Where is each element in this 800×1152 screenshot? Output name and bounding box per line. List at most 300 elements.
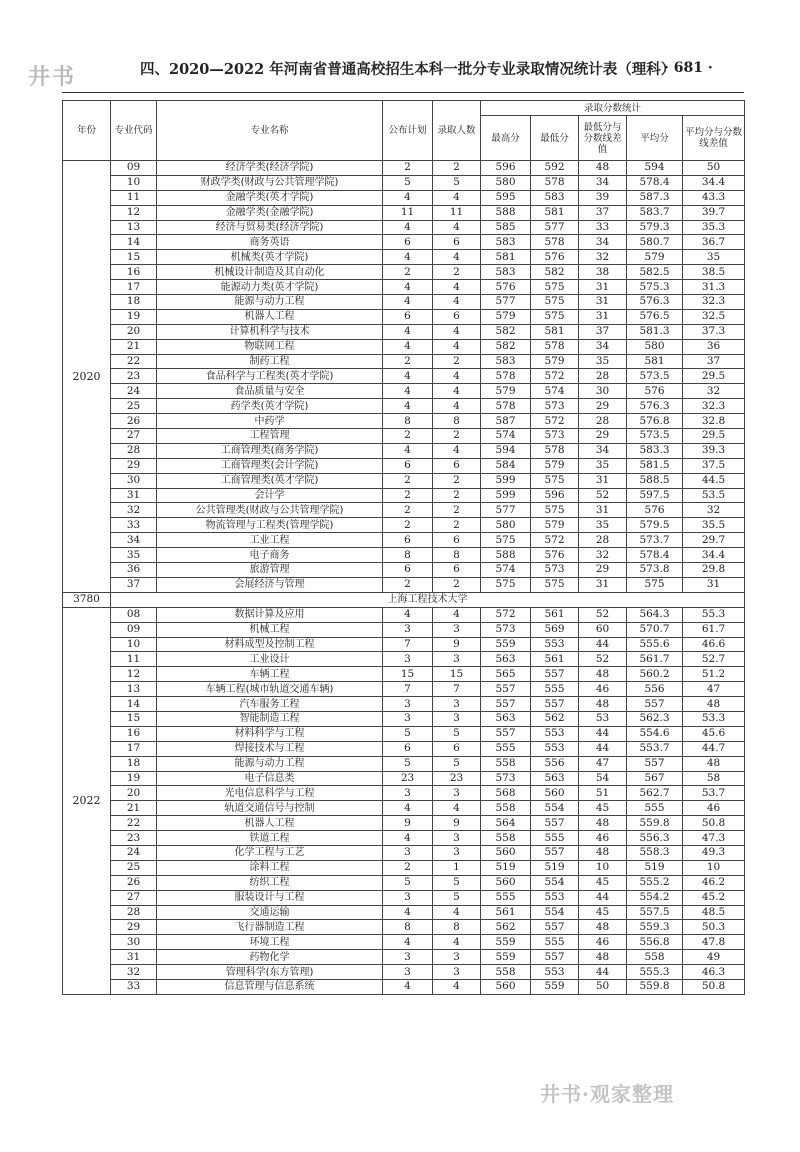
table-row [63, 503, 745, 518]
min-diff-cell: 52 [579, 488, 627, 503]
table-row [63, 563, 745, 578]
admitted-cell: 8 [433, 414, 481, 429]
max-score-cell: 599 [481, 473, 531, 488]
major-name-cell: 铁道工程 [157, 831, 383, 846]
admitted-cell: 6 [433, 235, 481, 250]
admitted-cell: 8 [433, 920, 481, 935]
avg-score-cell: 564.3 [627, 607, 683, 622]
max-score-cell: 558 [481, 801, 531, 816]
min-diff-cell: 31 [579, 309, 627, 324]
admitted-cell: 23 [433, 771, 481, 786]
min-diff-cell: 48 [579, 845, 627, 860]
table-row [63, 950, 745, 965]
max-score-cell: 561 [481, 905, 531, 920]
avg-diff-cell: 39.7 [683, 205, 745, 220]
col-avg: 平均分 [627, 116, 683, 161]
avg-score-cell: 579 [627, 250, 683, 265]
min-score-cell: 575 [531, 473, 579, 488]
plan-cell: 4 [383, 801, 433, 816]
admitted-cell: 11 [433, 205, 481, 220]
avg-diff-cell: 31 [683, 577, 745, 592]
avg-score-cell: 587.3 [627, 190, 683, 205]
code-cell: 18 [111, 295, 157, 310]
max-score-cell: 583 [481, 235, 531, 250]
table-row [63, 577, 745, 592]
major-name-cell: 工程管理 [157, 429, 383, 444]
major-name-cell: 轨道交通信号与控制 [157, 801, 383, 816]
admitted-cell: 7 [433, 682, 481, 697]
min-diff-cell: 48 [579, 161, 627, 176]
plan-cell: 3 [383, 965, 433, 980]
min-score-cell: 578 [531, 175, 579, 190]
code-cell: 31 [111, 488, 157, 503]
max-score-cell: 565 [481, 667, 531, 682]
plan-cell: 4 [383, 607, 433, 622]
major-name-cell: 机械工程 [157, 622, 383, 637]
avg-diff-cell: 50.8 [683, 816, 745, 831]
major-name-cell: 光电信息科学与工程 [157, 786, 383, 801]
avg-score-cell: 558 [627, 950, 683, 965]
avg-diff-cell: 47 [683, 682, 745, 697]
avg-score-cell: 555.3 [627, 965, 683, 980]
admitted-cell: 4 [433, 607, 481, 622]
table-row [63, 741, 745, 756]
avg-diff-cell: 29.7 [683, 533, 745, 548]
code-cell: 30 [111, 935, 157, 950]
plan-cell: 4 [383, 369, 433, 384]
admission-table [62, 100, 745, 995]
code-cell: 09 [111, 161, 157, 176]
min-diff-cell: 45 [579, 801, 627, 816]
code-cell: 29 [111, 458, 157, 473]
min-score-cell: 579 [531, 354, 579, 369]
code-cell: 10 [111, 637, 157, 652]
major-name-cell: 环境工程 [157, 935, 383, 950]
min-diff-cell: 52 [579, 652, 627, 667]
plan-cell: 2 [383, 488, 433, 503]
table-row [63, 324, 745, 339]
major-name-cell: 信息管理与信息系统 [157, 979, 383, 994]
min-score-cell: 563 [531, 771, 579, 786]
min-diff-cell: 35 [579, 518, 627, 533]
admitted-cell: 6 [433, 309, 481, 324]
avg-diff-cell: 32.8 [683, 414, 745, 429]
major-name-cell: 食品科学与工程类(英才学院) [157, 369, 383, 384]
major-name-cell: 化学工程与工艺 [157, 845, 383, 860]
avg-diff-cell: 29.8 [683, 563, 745, 578]
admitted-cell: 3 [433, 965, 481, 980]
code-cell: 21 [111, 339, 157, 354]
min-score-cell: 553 [531, 890, 579, 905]
plan-cell: 5 [383, 875, 433, 890]
avg-score-cell: 576 [627, 503, 683, 518]
min-score-cell: 573 [531, 563, 579, 578]
admitted-cell: 9 [433, 816, 481, 831]
min-score-cell: 557 [531, 697, 579, 712]
table-row [63, 875, 745, 890]
min-score-cell: 555 [531, 682, 579, 697]
min-score-cell: 554 [531, 801, 579, 816]
code-cell: 22 [111, 816, 157, 831]
col-name: 专业名称 [157, 101, 383, 161]
min-diff-cell: 39 [579, 190, 627, 205]
table-row [63, 473, 745, 488]
major-name-cell: 金融学类(金融学院) [157, 205, 383, 220]
code-cell: 15 [111, 250, 157, 265]
major-name-cell: 金融学类(英才学院) [157, 190, 383, 205]
avg-score-cell: 555.2 [627, 875, 683, 890]
major-name-cell: 能源与动力工程 [157, 295, 383, 310]
avg-score-cell: 560.2 [627, 667, 683, 682]
code-cell: 08 [111, 607, 157, 622]
avg-score-cell: 576.5 [627, 309, 683, 324]
max-score-cell: 579 [481, 384, 531, 399]
avg-score-cell: 556.3 [627, 831, 683, 846]
plan-cell: 4 [383, 295, 433, 310]
max-score-cell: 594 [481, 443, 531, 458]
table-row [63, 443, 745, 458]
table-row [63, 190, 745, 205]
page-number: · 681 · [664, 60, 713, 76]
code-cell: 20 [111, 786, 157, 801]
plan-cell: 2 [383, 503, 433, 518]
max-score-cell: 559 [481, 935, 531, 950]
min-score-cell: 556 [531, 756, 579, 771]
avg-score-cell: 581.3 [627, 324, 683, 339]
major-name-cell: 焊接技术与工程 [157, 741, 383, 756]
table-row [63, 965, 745, 980]
plan-cell: 4 [383, 190, 433, 205]
major-name-cell: 材料科学与工程 [157, 726, 383, 741]
admitted-cell: 2 [433, 473, 481, 488]
min-diff-cell: 31 [579, 280, 627, 295]
min-diff-cell: 35 [579, 354, 627, 369]
avg-score-cell: 583.7 [627, 205, 683, 220]
plan-cell: 7 [383, 637, 433, 652]
admitted-cell: 4 [433, 384, 481, 399]
page-title: 四、2020—2022 年河南省普通高校招生本科一批分专业录取情况统计表（理科） [140, 61, 676, 78]
col-min: 最低分 [531, 116, 579, 161]
code-cell: 12 [111, 205, 157, 220]
avg-diff-cell: 32 [683, 384, 745, 399]
max-score-cell: 572 [481, 607, 531, 622]
watermark-bottom: 井书·观家整理 [540, 1082, 674, 1106]
max-score-cell: 582 [481, 339, 531, 354]
avg-score-cell: 558.3 [627, 845, 683, 860]
plan-cell: 2 [383, 354, 433, 369]
avg-diff-cell: 37.3 [683, 324, 745, 339]
plan-cell: 4 [383, 339, 433, 354]
max-score-cell: 563 [481, 711, 531, 726]
min-diff-cell: 29 [579, 399, 627, 414]
code-cell: 37 [111, 577, 157, 592]
avg-diff-cell: 31.3 [683, 280, 745, 295]
plan-cell: 4 [383, 384, 433, 399]
avg-score-cell: 581.5 [627, 458, 683, 473]
code-cell: 14 [111, 697, 157, 712]
major-name-cell: 物流管理与工程类(管理学院) [157, 518, 383, 533]
major-name-cell: 车辆工程 [157, 667, 383, 682]
min-diff-cell: 45 [579, 875, 627, 890]
avg-score-cell: 562.7 [627, 786, 683, 801]
min-score-cell: 572 [531, 369, 579, 384]
code-cell: 11 [111, 652, 157, 667]
col-plan: 公布计划 [383, 101, 433, 161]
min-diff-cell: 45 [579, 905, 627, 920]
table-row [63, 845, 745, 860]
min-diff-cell: 32 [579, 250, 627, 265]
avg-diff-cell: 47.3 [683, 831, 745, 846]
avg-diff-cell: 34.4 [683, 175, 745, 190]
admitted-cell: 4 [433, 220, 481, 235]
admitted-cell: 2 [433, 161, 481, 176]
table-row [63, 533, 745, 548]
avg-diff-cell: 32.3 [683, 295, 745, 310]
plan-cell: 2 [383, 518, 433, 533]
admitted-cell: 3 [433, 622, 481, 637]
table-row [63, 756, 745, 771]
max-score-cell: 575 [481, 577, 531, 592]
avg-diff-cell: 32.3 [683, 399, 745, 414]
min-diff-cell: 44 [579, 965, 627, 980]
avg-score-cell: 588.5 [627, 473, 683, 488]
major-name-cell: 服装设计与工程 [157, 890, 383, 905]
max-score-cell: 559 [481, 950, 531, 965]
admitted-cell: 9 [433, 637, 481, 652]
code-cell: 12 [111, 667, 157, 682]
table-row [63, 220, 745, 235]
avg-score-cell: 578.4 [627, 175, 683, 190]
avg-score-cell: 575 [627, 577, 683, 592]
min-score-cell: 596 [531, 488, 579, 503]
min-score-cell: 553 [531, 637, 579, 652]
admitted-cell: 5 [433, 756, 481, 771]
plan-cell: 3 [383, 845, 433, 860]
major-name-cell: 工商管理类(商务学院) [157, 443, 383, 458]
max-score-cell: 560 [481, 845, 531, 860]
table-row [63, 771, 745, 786]
min-score-cell: 575 [531, 295, 579, 310]
plan-cell: 4 [383, 324, 433, 339]
plan-cell: 5 [383, 726, 433, 741]
avg-score-cell: 519 [627, 860, 683, 875]
avg-score-cell: 578.4 [627, 548, 683, 563]
col-year: 年份 [63, 101, 111, 161]
table-row [63, 488, 745, 503]
max-score-cell: 578 [481, 399, 531, 414]
min-score-cell: 562 [531, 711, 579, 726]
min-score-cell: 555 [531, 831, 579, 846]
major-name-cell: 机器人工程 [157, 309, 383, 324]
table-row [63, 161, 745, 176]
major-name-cell: 旅游管理 [157, 563, 383, 578]
avg-diff-cell: 49.3 [683, 845, 745, 860]
max-score-cell: 580 [481, 518, 531, 533]
plan-cell: 3 [383, 950, 433, 965]
min-diff-cell: 32 [579, 548, 627, 563]
major-name-cell: 机械设计制造及其自动化 [157, 265, 383, 280]
table-row [63, 235, 745, 250]
min-score-cell: 561 [531, 607, 579, 622]
avg-score-cell: 580 [627, 339, 683, 354]
min-diff-cell: 48 [579, 920, 627, 935]
avg-diff-cell: 32 [683, 503, 745, 518]
min-score-cell: 574 [531, 384, 579, 399]
table-row [63, 399, 745, 414]
avg-diff-cell: 44.7 [683, 741, 745, 756]
min-score-cell: 581 [531, 205, 579, 220]
min-score-cell: 553 [531, 741, 579, 756]
major-name-cell: 药物化学 [157, 950, 383, 965]
avg-diff-cell: 49 [683, 950, 745, 965]
year-cell: 2022 [63, 607, 111, 994]
plan-cell: 15 [383, 667, 433, 682]
avg-score-cell: 557.5 [627, 905, 683, 920]
min-score-cell: 561 [531, 652, 579, 667]
avg-score-cell: 559.3 [627, 920, 683, 935]
code-cell: 21 [111, 801, 157, 816]
major-name-cell: 电子商务 [157, 548, 383, 563]
admitted-cell: 2 [433, 429, 481, 444]
code-cell: 18 [111, 756, 157, 771]
code-cell: 24 [111, 384, 157, 399]
max-score-cell: 557 [481, 726, 531, 741]
major-name-cell: 材料成型及控制工程 [157, 637, 383, 652]
table-row [63, 175, 745, 190]
plan-cell: 4 [383, 979, 433, 994]
admitted-cell: 4 [433, 190, 481, 205]
col-max: 最高分 [481, 116, 531, 161]
plan-cell: 8 [383, 548, 433, 563]
code-cell: 16 [111, 265, 157, 280]
plan-cell: 4 [383, 250, 433, 265]
avg-score-cell: 557 [627, 697, 683, 712]
min-score-cell: 575 [531, 503, 579, 518]
admitted-cell: 4 [433, 399, 481, 414]
major-name-cell: 中药学 [157, 414, 383, 429]
table-row [63, 667, 745, 682]
avg-score-cell: 580.7 [627, 235, 683, 250]
code-cell: 10 [111, 175, 157, 190]
table-row [63, 637, 745, 652]
table-row [63, 726, 745, 741]
table-row [63, 697, 745, 712]
code-cell: 30 [111, 473, 157, 488]
min-score-cell: 554 [531, 875, 579, 890]
code-cell: 22 [111, 354, 157, 369]
major-name-cell: 药学类(英才学院) [157, 399, 383, 414]
avg-diff-cell: 36.7 [683, 235, 745, 250]
max-score-cell: 573 [481, 622, 531, 637]
plan-cell: 4 [383, 220, 433, 235]
avg-score-cell: 576 [627, 384, 683, 399]
major-name-cell: 工业工程 [157, 533, 383, 548]
table-row [63, 458, 745, 473]
avg-diff-cell: 61.7 [683, 622, 745, 637]
avg-score-cell: 555 [627, 801, 683, 816]
table-row [63, 518, 745, 533]
table-row [63, 384, 745, 399]
min-diff-cell: 52 [579, 607, 627, 622]
plan-cell: 7 [383, 682, 433, 697]
major-name-cell: 管理科学(东方管理) [157, 965, 383, 980]
min-diff-cell: 44 [579, 890, 627, 905]
avg-score-cell: 554.2 [627, 890, 683, 905]
min-score-cell: 519 [531, 860, 579, 875]
avg-diff-cell: 51.2 [683, 667, 745, 682]
admitted-cell: 5 [433, 890, 481, 905]
major-name-cell: 交通运输 [157, 905, 383, 920]
max-score-cell: 560 [481, 875, 531, 890]
major-name-cell: 汽车服务工程 [157, 697, 383, 712]
avg-score-cell: 553.7 [627, 741, 683, 756]
min-score-cell: 575 [531, 309, 579, 324]
plan-cell: 6 [383, 235, 433, 250]
avg-score-cell: 555.6 [627, 637, 683, 652]
min-diff-cell: 31 [579, 503, 627, 518]
header-divider [62, 92, 744, 93]
table-row [63, 205, 745, 220]
plan-cell: 3 [383, 697, 433, 712]
max-score-cell: 595 [481, 190, 531, 205]
avg-score-cell: 579.3 [627, 220, 683, 235]
avg-score-cell: 554.6 [627, 726, 683, 741]
min-diff-cell: 37 [579, 324, 627, 339]
min-score-cell: 557 [531, 920, 579, 935]
min-diff-cell: 44 [579, 726, 627, 741]
max-score-cell: 559 [481, 637, 531, 652]
table-row [63, 250, 745, 265]
min-score-cell: 575 [531, 280, 579, 295]
max-score-cell: 558 [481, 831, 531, 846]
table-row [63, 295, 745, 310]
min-diff-cell: 48 [579, 697, 627, 712]
major-name-cell: 物联网工程 [157, 339, 383, 354]
major-name-cell: 公共管理类(财政与公共管理学院) [157, 503, 383, 518]
avg-score-cell: 581 [627, 354, 683, 369]
avg-score-cell: 573.8 [627, 563, 683, 578]
min-diff-cell: 53 [579, 711, 627, 726]
min-diff-cell: 50 [579, 979, 627, 994]
major-name-cell: 财政学类(财政与公共管理学院) [157, 175, 383, 190]
plan-cell: 2 [383, 860, 433, 875]
plan-cell: 8 [383, 920, 433, 935]
avg-diff-cell: 32.5 [683, 309, 745, 324]
admitted-cell: 4 [433, 801, 481, 816]
plan-cell: 4 [383, 399, 433, 414]
max-score-cell: 557 [481, 682, 531, 697]
table-row [63, 354, 745, 369]
admitted-cell: 4 [433, 369, 481, 384]
code-cell: 27 [111, 429, 157, 444]
max-score-cell: 588 [481, 548, 531, 563]
max-score-cell: 585 [481, 220, 531, 235]
max-score-cell: 519 [481, 860, 531, 875]
plan-cell: 6 [383, 309, 433, 324]
admitted-cell: 3 [433, 652, 481, 667]
code-cell: 34 [111, 533, 157, 548]
min-diff-cell: 29 [579, 429, 627, 444]
admitted-cell: 3 [433, 786, 481, 801]
col-min-diff: 最低分与分数线差值 [579, 116, 627, 161]
avg-score-cell: 576.3 [627, 295, 683, 310]
col-code: 专业代码 [111, 101, 157, 161]
table-row [63, 682, 745, 697]
min-diff-cell: 46 [579, 682, 627, 697]
min-diff-cell: 31 [579, 577, 627, 592]
max-score-cell: 580 [481, 175, 531, 190]
avg-diff-cell: 29.5 [683, 429, 745, 444]
